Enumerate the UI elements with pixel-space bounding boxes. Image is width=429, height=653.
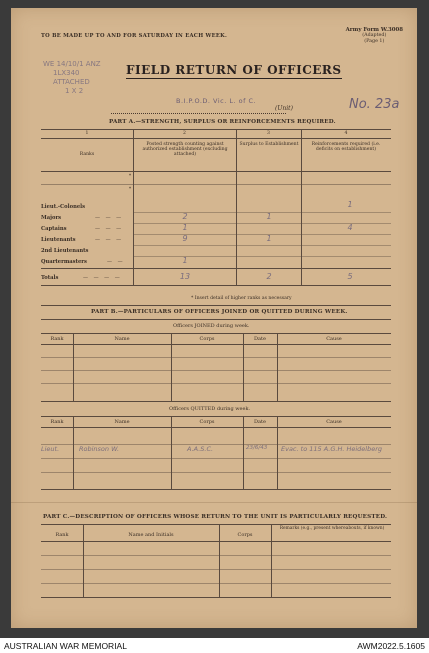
joined-col-divider	[277, 333, 278, 401]
quitted-col-divider	[277, 416, 278, 489]
joined-row-rule	[41, 370, 391, 371]
source-caption: AUSTRALIAN WAR MEMORIAL	[4, 641, 127, 651]
joined-rule-bottom	[41, 401, 391, 402]
part-a-heading: PART A.—STRENGTH, SURPLUS OR REINFORCEMENTS REQUIRED.	[109, 119, 336, 125]
part-c-col-divider	[271, 524, 272, 597]
posted-quartermasters: 1	[182, 256, 188, 265]
part-a-rule-numbers	[41, 138, 391, 139]
surplus-totals: 2	[266, 272, 272, 281]
col-header-surplus: Surplus to Establishment	[239, 142, 299, 147]
part-a-col-divider-2	[236, 129, 237, 285]
form-title: FIELD RETURN OF OFFICERS	[126, 63, 342, 77]
quitted-rule-header	[41, 427, 391, 428]
quitted-col-name: Name	[114, 419, 130, 425]
posted-captains: 1	[182, 223, 188, 232]
posted-majors: 2	[182, 212, 188, 221]
joined-col-name: Name	[114, 336, 130, 342]
col-header-reinforcements: Reinforcements required (i.e. deficits on establishment)	[311, 142, 381, 153]
blank-row-rule-1	[41, 184, 391, 185]
part-a-col-divider-3	[301, 129, 302, 285]
col-number-1: 1	[85, 131, 89, 136]
quitted-entry-rank: Lieut.	[41, 445, 60, 453]
row-rule	[133, 245, 391, 246]
part-c-rule-header	[41, 541, 391, 542]
leader-dashes: — — —	[95, 226, 124, 232]
joined-rule-top	[41, 333, 391, 334]
form-instruction: TO BE MADE UP TO AND FOR SATURDAY IN EACH WEEK.	[41, 33, 228, 39]
army-form-number: Army Form W.3008	[345, 27, 403, 33]
quitted-entry-name: Robinson W.	[79, 445, 120, 453]
col-header-posted: Posted strength counting against authorized establishment (excluding attached)	[142, 142, 228, 158]
joined-row-rule	[41, 383, 391, 384]
quitted-entry-cause: Evac. to 115 A.G.H. Heidelberg	[281, 445, 383, 453]
reinf-totals: 5	[347, 272, 353, 281]
leader-dashes: — — —	[95, 215, 124, 221]
reinf-lieut-colonels: 1	[347, 200, 353, 209]
surplus-lieutenants: 1	[266, 234, 272, 243]
joined-rule-header	[41, 344, 391, 345]
asterisk-1: *	[128, 174, 132, 179]
part-c-col-name: Name and Initials	[128, 532, 174, 538]
quitted-col-date: Date	[254, 419, 266, 425]
quitted-title: Officers QUITTED during week.	[169, 406, 251, 412]
quitted-col-divider	[243, 416, 244, 489]
reinf-captains: 4	[347, 223, 353, 232]
part-c-col-corps: Corps	[237, 532, 253, 538]
form-adapted: (Adapted)	[362, 33, 387, 38]
rank-lieutenants: Lieutenants	[41, 237, 76, 243]
rank-totals: Totals	[41, 275, 59, 281]
hand-line-4: 1 X 2	[65, 87, 84, 95]
joined-col-rank: Rank	[50, 336, 64, 342]
row-rule	[133, 256, 391, 257]
joined-col-cause: Cause	[326, 336, 342, 342]
part-a-rule-header	[41, 171, 391, 172]
quitted-col-rank: Rank	[50, 419, 64, 425]
leader-dashes: — — — —	[83, 275, 122, 281]
quitted-row-rule	[41, 472, 391, 473]
unit-label: (Unit)	[275, 105, 293, 112]
col-number-3: 3	[267, 131, 270, 136]
totals-rule	[41, 268, 391, 269]
part-c-row-rule	[41, 583, 391, 584]
unit-value: B.I.P.O.D. Vic. L. of C.	[176, 97, 257, 105]
part-a-footnote: * Insert detail of higher ranks as necessary	[191, 296, 292, 301]
rank-lieut-colonels: Lieut.-Colonels	[41, 204, 86, 210]
col-header-ranks: Ranks	[79, 152, 95, 157]
part-a-rule-bottom	[41, 285, 391, 286]
paper-fold	[11, 502, 417, 503]
handwritten-annotation	[43, 60, 101, 96]
joined-col-divider	[171, 333, 172, 401]
form-reference	[346, 27, 403, 45]
surplus-majors: 1	[266, 212, 272, 221]
part-b-heading: PART B.—PARTICULARS OF OFFICERS JOINED OR QUITTED DURING WEEK.	[91, 309, 348, 315]
quitted-col-cause: Cause	[326, 419, 342, 425]
joined-col-date: Date	[254, 336, 266, 342]
leader-dashes: — —	[107, 259, 125, 265]
leader-dashes: — — —	[95, 237, 124, 243]
part-c-heading: PART C.—DESCRIPTION OF OFFICERS WHOSE RETURN TO THE UNIT IS PARTICULARLY REQUESTED.	[43, 514, 388, 520]
col-number-2: 2	[183, 131, 186, 136]
posted-totals: 13	[179, 272, 191, 281]
quitted-col-corps: Corps	[199, 419, 215, 425]
joined-row-rule	[41, 357, 391, 358]
hand-line-2: 1LX340	[53, 69, 80, 77]
quitted-rule-bottom	[41, 489, 391, 490]
quitted-rule-top	[41, 416, 391, 417]
rank-majors: Majors	[41, 215, 62, 221]
part-a-col-divider-1	[133, 129, 134, 285]
part-a-rule-top	[41, 129, 391, 130]
unit-number: No. 23a	[349, 97, 400, 112]
part-c-rule-top	[41, 524, 391, 525]
quitted-entry-date: 23/6/43	[246, 445, 268, 451]
quitted-row-rule	[41, 458, 391, 459]
rank-captains: Captains	[41, 226, 67, 232]
rank-2nd-lieutenants: 2nd Lieutenants	[41, 248, 89, 254]
part-c-row-rule	[41, 555, 391, 556]
part-c-col-rank: Rank	[55, 532, 69, 538]
part-c-col-divider	[83, 524, 84, 597]
rank-quartermasters: Quartermasters	[41, 259, 87, 265]
part-c-col-remarks: Remarks (e.g., present whereabouts, if known)	[279, 526, 385, 531]
form-sheet	[11, 8, 417, 628]
joined-col-divider	[73, 333, 74, 401]
quitted-col-divider	[171, 416, 172, 489]
form-page: (Page 1)	[364, 39, 385, 44]
part-b-rule-top	[41, 305, 391, 306]
hand-line-3: ATTACHED	[53, 78, 90, 86]
asterisk-2: *	[128, 187, 132, 192]
quitted-col-divider	[73, 416, 74, 489]
hand-line-1: WE 14/10/1 ANZ	[43, 60, 101, 68]
quitted-entry-corps: A.A.S.C.	[187, 445, 214, 453]
part-c-row-rule	[41, 569, 391, 570]
part-c-col-divider	[219, 524, 220, 597]
posted-lieutenants: 9	[182, 234, 188, 243]
accession-number: AWM2022.5.1605	[357, 641, 425, 651]
part-c-rule-bottom	[41, 597, 391, 598]
part-b-rule-2	[41, 319, 391, 320]
joined-title: Officers JOINED during week.	[173, 323, 250, 329]
joined-col-corps: Corps	[199, 336, 215, 342]
col-number-4: 4	[344, 131, 348, 136]
joined-col-divider	[243, 333, 244, 401]
